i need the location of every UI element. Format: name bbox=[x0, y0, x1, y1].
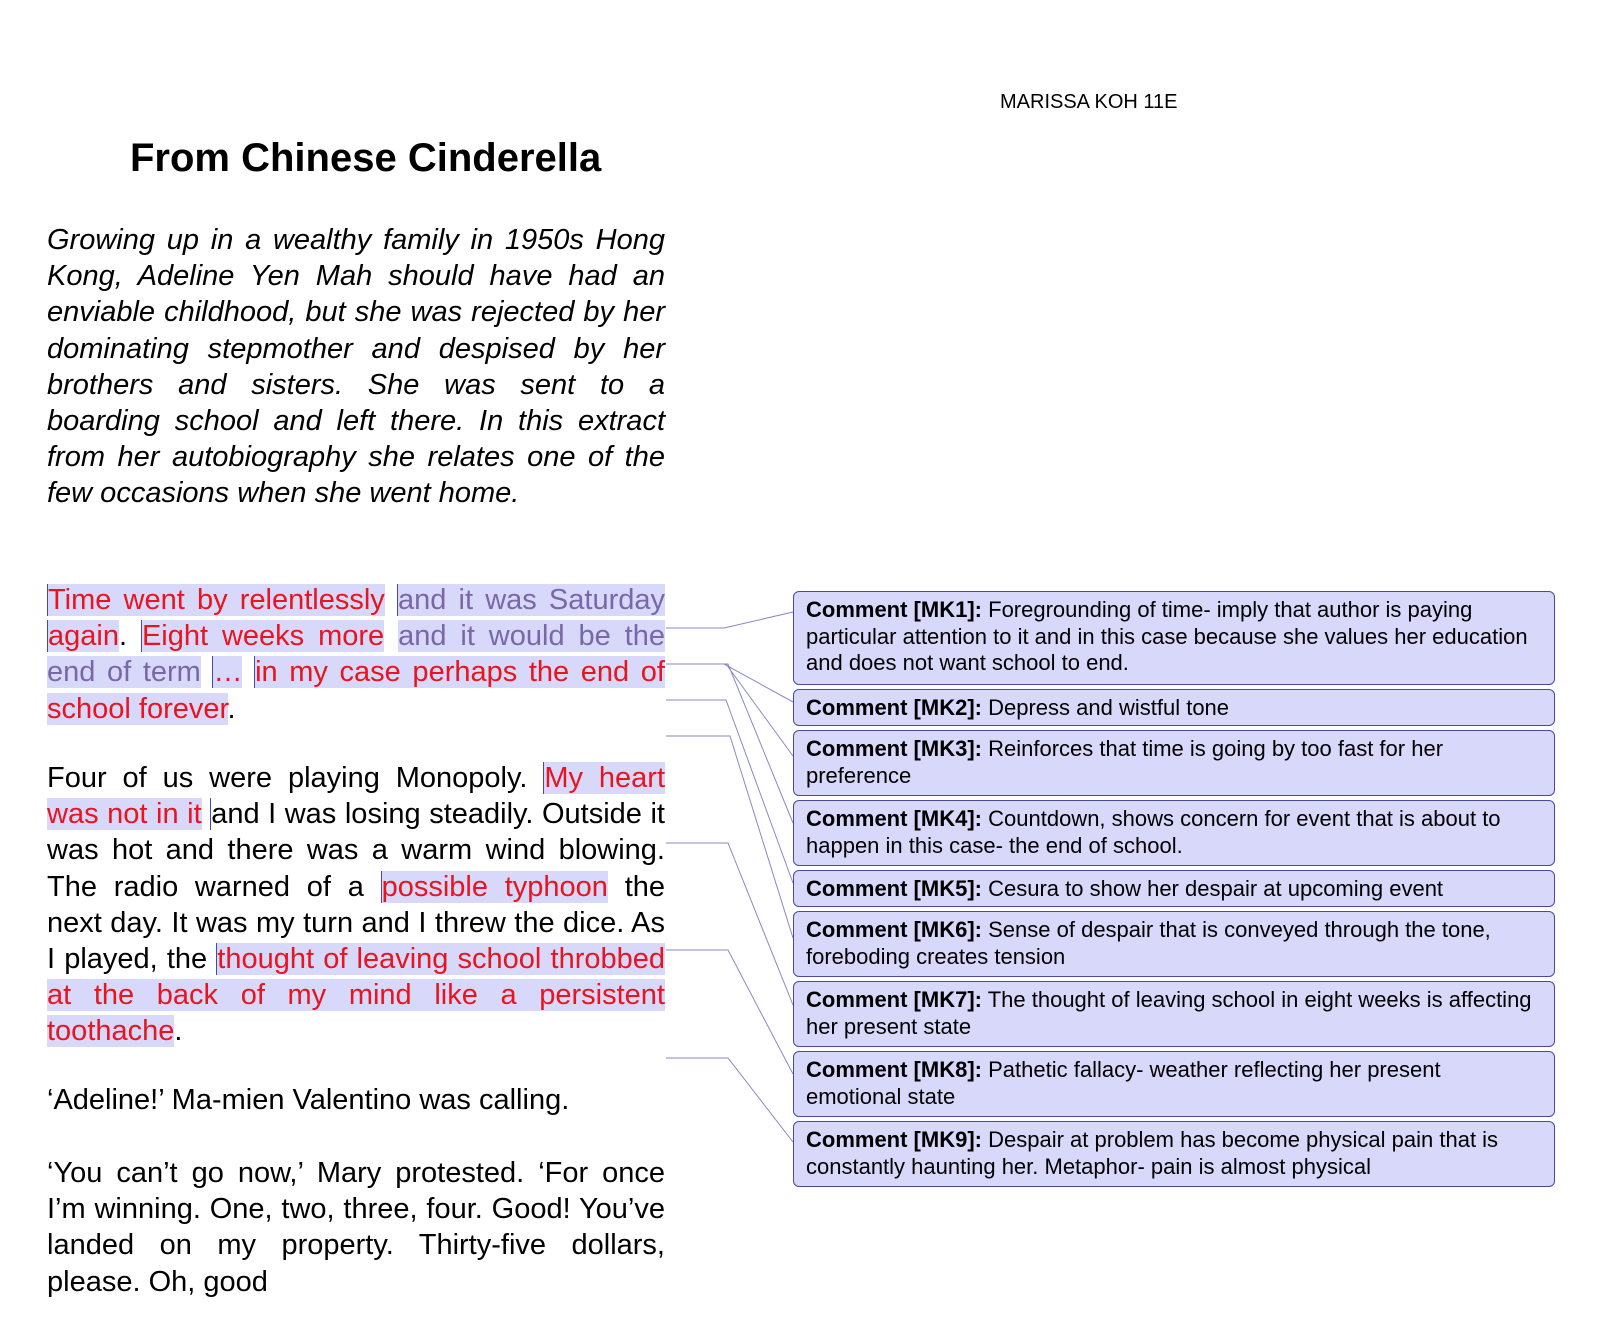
connector-mk7 bbox=[666, 843, 793, 1005]
comment-anchor-mk9[interactable]: thought of leaving school throbbed at the back of my mind like a persistent toothache bbox=[47, 943, 665, 1048]
comment-text: Cesura to show her despair at upcoming event bbox=[988, 876, 1444, 901]
author-header: MARISSA KOH 11E bbox=[1000, 91, 1178, 113]
comment-text: Foregrounding of time- imply that author is paying particular attention to it and in this case because she values her education and does not want school to end. bbox=[806, 597, 1528, 675]
connector-mk1 bbox=[666, 612, 793, 628]
comment-label: Comment [MK9]: bbox=[806, 1127, 982, 1152]
text-fragment: the next day. It was my turn and I threw the dice. As I played, the bbox=[47, 870, 666, 976]
comment-anchor-mk4[interactable]: Eight weeks more bbox=[141, 620, 385, 653]
comment-label: Comment [MK2]: bbox=[806, 695, 982, 720]
document-title: From Chinese Cinderella bbox=[130, 136, 602, 180]
comment-text: The thought of leaving school in eight weeks is affecting her present state bbox=[806, 987, 1532, 1039]
comment-text: Countdown, shows concern for event that is about to happen in this case- the end of school. bbox=[806, 806, 1501, 858]
comment-text: Reinforces that time is going by too fast for her preference bbox=[806, 736, 1444, 788]
comment-text: Sense of despair that is conveyed through the tone, foreboding creates tension bbox=[806, 917, 1491, 969]
comment-text: Depress and wistful tone bbox=[988, 695, 1230, 720]
comment-anchor-mk1[interactable]: Time went by relentlessly bbox=[48, 584, 385, 616]
text-fragment: . bbox=[118, 620, 128, 653]
text-fragment: and I was losing steadily. Outside it was hot and there was a warm wind blowing. The radio warned of a bbox=[47, 798, 665, 903]
text-fragment: . bbox=[174, 1015, 183, 1048]
highlighted-text: and it would be the end of term bbox=[47, 620, 665, 689]
comment-text: Despair at problem has become physical pain that is constantly haunting her. Metaphor- pain is almost physical bbox=[806, 1127, 1499, 1179]
comment-label: Comment [MK8]: bbox=[806, 1057, 982, 1082]
comment-mk9[interactable] bbox=[793, 1121, 1555, 1187]
comment-label: Comment [MK6]: bbox=[806, 917, 982, 942]
comment-mk3[interactable] bbox=[793, 730, 1555, 796]
comment-mk7[interactable] bbox=[793, 981, 1555, 1047]
comment-label: Comment [MK1]: bbox=[806, 597, 982, 622]
comment-mk8[interactable] bbox=[793, 1051, 1555, 1117]
text-fragment: Four of us were playing Monopoly. bbox=[47, 762, 528, 794]
comment-mk4[interactable] bbox=[793, 800, 1555, 866]
paragraph-4: ‘You can’t go now,’ Mary protested. ‘For once I’m winning. One, two, three, four. Good! You’ve landed on my property. Thirty-five dollars, please. Oh, good bbox=[47, 1157, 665, 1298]
comment-label: Comment [MK7]: bbox=[806, 987, 982, 1012]
comment-mk6[interactable] bbox=[793, 911, 1555, 977]
paragraph-3: ‘Adeline!’ Ma-mien Valentino was calling. bbox=[47, 1084, 570, 1116]
connector-mk9 bbox=[666, 1058, 793, 1142]
comment-mk2[interactable] bbox=[793, 689, 1555, 726]
comment-mk5[interactable] bbox=[793, 870, 1555, 907]
comment-anchor-mk5[interactable]: … bbox=[213, 656, 243, 689]
comment-anchor-mk6[interactable]: in my case perhaps the end of school forever bbox=[47, 656, 665, 725]
comment-mk1[interactable] bbox=[793, 591, 1555, 685]
comment-anchor-mk2[interactable]: and it was Saturday bbox=[397, 584, 666, 616]
text-fragment: . bbox=[227, 692, 236, 725]
connector-mk8 bbox=[666, 950, 793, 1074]
intro-paragraph: Growing up in a wealthy family in 1950s Hong Kong, Adeline Yen Mah should have had an enviable childhood, but she was rejected by her dominating stepmother and despised by her brothers and sisters. She was sent to a boarding school and left there. In this extract from her autobiography she relates one of the few occasions when she went home. bbox=[47, 224, 665, 510]
comment-label: Comment [MK4]: bbox=[806, 806, 982, 831]
comment-label: Comment [MK3]: bbox=[806, 736, 982, 761]
connector-mk5 bbox=[666, 700, 793, 883]
comment-anchor-mk7[interactable]: My heart was not in it bbox=[47, 762, 665, 831]
comment-text: Pathetic fallacy- weather reflecting her present emotional state bbox=[806, 1057, 1441, 1109]
connector-mk6 bbox=[666, 736, 793, 938]
comment-label: Comment [MK5]: bbox=[806, 876, 982, 901]
connector-mk2 bbox=[666, 664, 793, 702]
connector-mk4 bbox=[666, 664, 793, 823]
comment-anchor-mk8[interactable]: possible typhoon bbox=[381, 870, 608, 903]
comment-anchor-mk3[interactable]: again bbox=[48, 620, 119, 653]
